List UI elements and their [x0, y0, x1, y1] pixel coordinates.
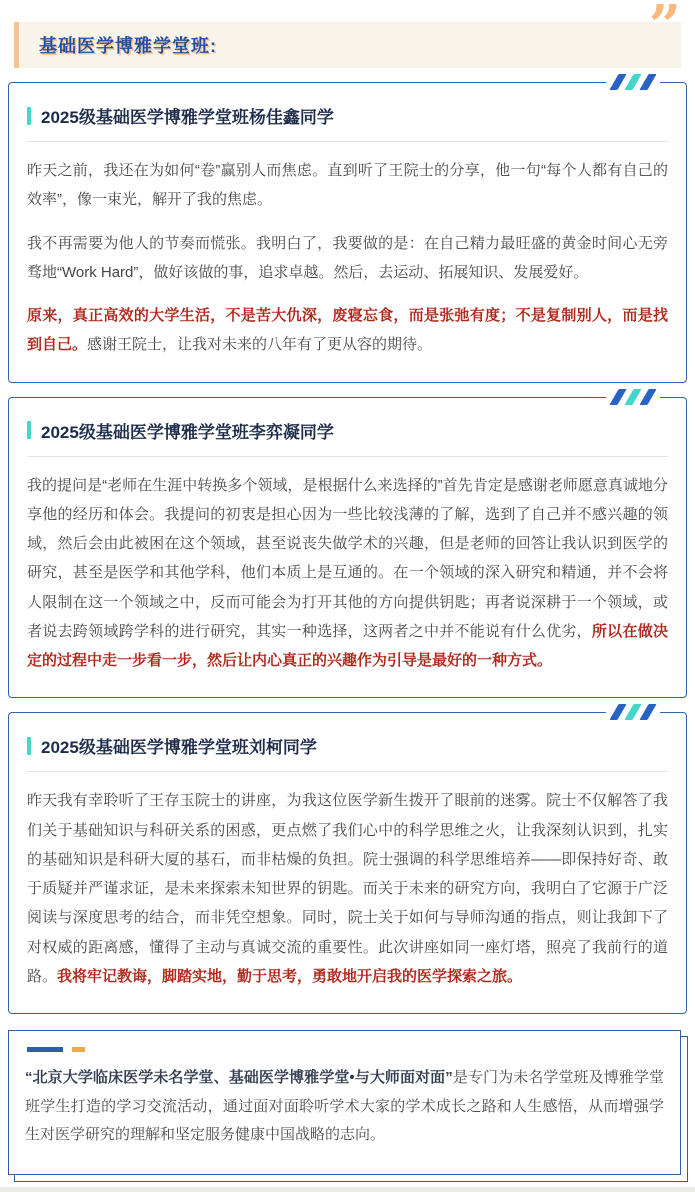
- paragraph-text: 我不再需要为他人的节奏而慌张。我明白了，我要做的是：在自己精力最旺盛的黄金时间心无旁骛地“Work Hard”，做好该做的事，追求卓越。然后，去运动、拓展知识、发展爱好。: [27, 234, 668, 281]
- highlight-text: 我将牢记教诲，脚踏实地，勤于思考，勇敢地开启我的医学探索之旅。: [57, 967, 523, 985]
- paragraph: [27, 301, 668, 360]
- info-lead: “北京大学临床医学未名学堂、基础医学博雅学堂•与大师面对面”: [25, 1069, 453, 1086]
- paragraph-text: 昨天我有幸聆听了王存玉院士的讲座，为我这位医学新生拨开了眼前的迷雾。院士不仅解答了我们关于基础知识与科研关系的困惑，更点燃了我们心中的科学思维之火，让我深刻认识到，扎实的基础知识是科研大厦的基石，而非枯燥的负担。院士强调的科学思维培养——即保持好奇、敢于质疑并严谨求证，是未来探索未知世界的钥匙。而关于未来的研究方向，我明白了它源于广泛阅读与深度思考的结合，而非凭空想象。同时，院士关于如何与导师沟通的指点，则让我卸下了对权威的距离感，懂得了主动与真诚交流的重要性。此次讲座如同一座灯塔，照亮了我前行的道路。: [27, 792, 668, 985]
- info-box: [8, 1030, 681, 1175]
- slash-icon: [639, 389, 656, 405]
- slash-decoration-icon: [606, 74, 660, 90]
- highlight-text: 原来，真正高效的大学生活，不是苦大仇深，废寝忘食，而是张弛有度；不是复制别人，而是找到自己。: [27, 307, 668, 354]
- slash-decoration-icon: [606, 704, 660, 720]
- card-title: 2025级基础医学博雅学堂班杨佳鑫同学: [41, 108, 334, 127]
- dash-blue-icon: [27, 1047, 63, 1052]
- slash-icon: [639, 704, 656, 720]
- dash-decoration: [27, 1047, 664, 1052]
- paragraph: [27, 156, 668, 215]
- info-text: [25, 1064, 664, 1150]
- title-accent-bar: [27, 737, 31, 755]
- title-accent-bar: [27, 421, 31, 439]
- info-rest: 是专门为未名学堂班及博雅学堂班学生打造的学习交流活动，通过面对面聆听学术大家的学术成长之路和人生感悟，从而增强学生对医学研究的理解和坚定服务健康中国战略的志向。: [25, 1069, 664, 1143]
- info-box-wrapper: [8, 1030, 681, 1175]
- title-accent-bar: [27, 107, 31, 125]
- card-title-row: [27, 103, 668, 128]
- slash-icon: [609, 704, 626, 720]
- section-title: 基础医学博雅学堂班:: [39, 36, 217, 56]
- student-card: [8, 82, 687, 383]
- slash-decoration-icon: [606, 389, 660, 405]
- card-title-row: [27, 418, 668, 443]
- slash-icon: [624, 74, 641, 90]
- card-title: 2025级基础医学博雅学堂班李弈凝同学: [41, 422, 334, 442]
- student-card: [8, 397, 687, 699]
- paragraph-text: 昨天之前，我还在为如何“卷”赢别人而焦虑。直到听了王院士的分享，他一句“每个人都有自己的效率”，像一束光，解开了我的焦虑。: [27, 162, 668, 209]
- paragraph-text: 感谢王院士，让我对未来的八年有了更从容的期待。: [87, 336, 433, 354]
- paragraph-text: 我的提问是“老师在生涯中转换多个领域，是根据什么来选择的”首先肯定是感谢老师愿意真诚地分享他的经历和体会。我提问的初衷是担心因为一些比较浅薄的了解，选到了自己并不感兴趣的领域，然后会由此被困在这个领域，甚至说丧失做学术的兴趣，但是老师的回答让我认识到医学的研究，甚至是医学和其他学科，他们本质上是互通的。在一个领域的深入研究和精通，并不会将人限制在这一个领域之中，反而可能会为打开其他的方向提供钥匙；再者说深耕于一个领域，或者说去跨领域跨学科的进行研究，其实一种选择，这两者之中并不能说有什么优劣，: [27, 476, 668, 640]
- section-header-bar: [14, 22, 681, 68]
- paragraph: [27, 786, 668, 991]
- card-title: 2025级基础医学博雅学堂班刘柯同学: [41, 738, 317, 758]
- dash-orange-icon: [72, 1047, 85, 1052]
- title-divider: [27, 771, 668, 772]
- paragraph: [27, 471, 668, 676]
- title-divider: [27, 456, 668, 457]
- slash-icon: [639, 74, 656, 90]
- bottom-strip: [0, 1187, 695, 1192]
- title-divider: [27, 141, 668, 142]
- slash-icon: [609, 389, 626, 405]
- section-header: [14, 22, 681, 68]
- slash-icon: [624, 389, 641, 405]
- card-title-row: [27, 733, 668, 758]
- highlight-text: 所以在做决定的过程中走一步看一步，然后让内心真正的兴趣作为引导是最好的一种方式。: [27, 622, 668, 669]
- student-card: [8, 712, 687, 1014]
- slash-icon: [609, 74, 626, 90]
- slash-icon: [624, 704, 641, 720]
- paragraph: [27, 229, 668, 288]
